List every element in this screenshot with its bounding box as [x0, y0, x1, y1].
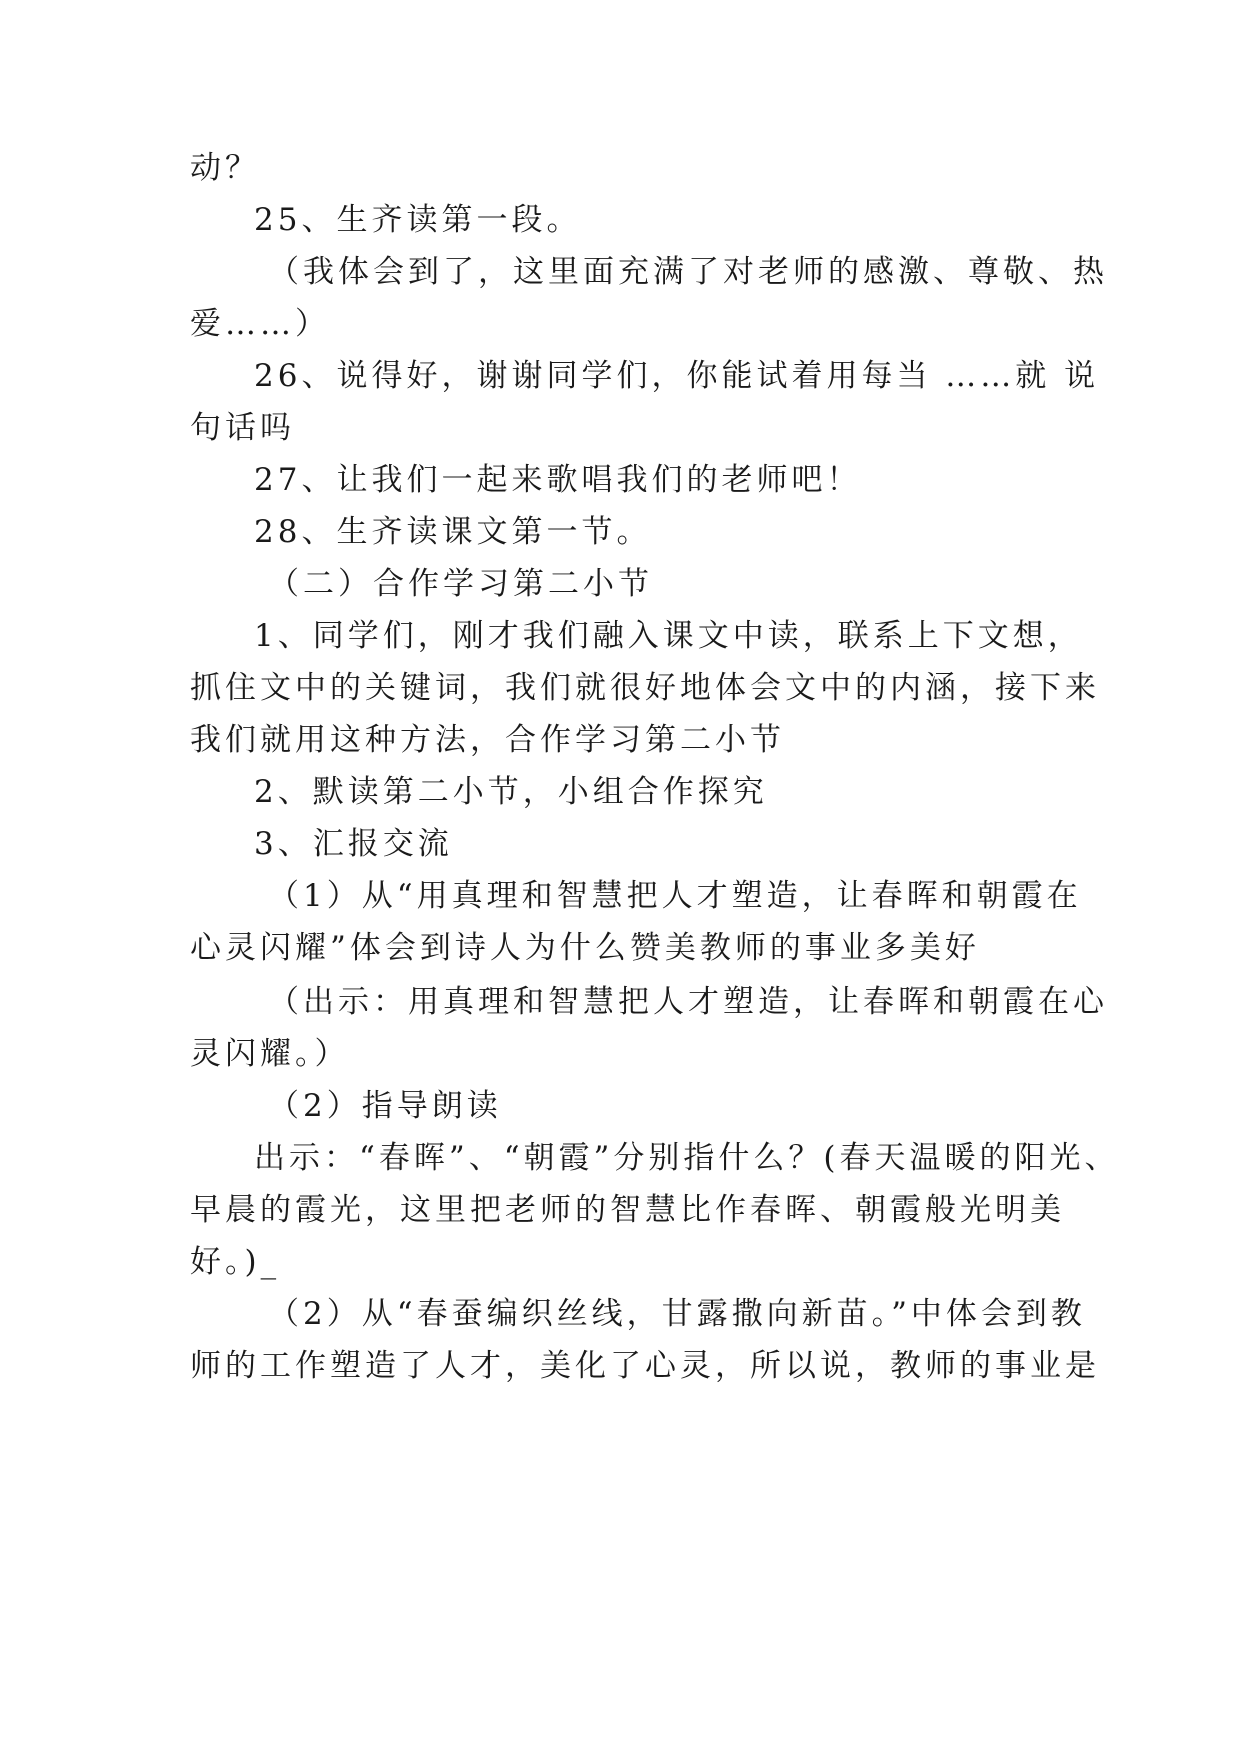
text-line: 2、默读第二小节，小组合作探究: [254, 774, 768, 810]
text-line: 好。)_: [190, 1244, 281, 1280]
text-line: （我体会到了，这里面充满了对老师的感激、尊敬、热: [268, 254, 1108, 290]
text-line: 师的工作塑造了人才，美化了心灵，所以说，教师的事业是: [190, 1348, 1100, 1384]
text-line: 爱……）: [190, 306, 330, 342]
text-line: 1、同学们，刚才我们融入课文中读，联系上下文想，: [254, 618, 1083, 654]
text-line: 灵闪耀。）: [190, 1036, 350, 1072]
text-line: 心灵闪耀”体会到诗人为什么赞美教师的事业多美好: [190, 930, 980, 966]
section-heading: （二）合作学习第二小节: [268, 566, 653, 602]
text-line: （2）指导朗读: [268, 1088, 502, 1124]
text-line: 28、生齐读课文第一节。: [254, 514, 652, 550]
text-line: 我们就用这种方法，合作学习第二小节: [190, 722, 785, 758]
text-line: 抓住文中的关键词，我们就很好地体会文中的内涵，接下来: [190, 670, 1100, 706]
text-line: （1）从“用真理和智慧把人才塑造，让春晖和朝霞在: [268, 878, 1082, 914]
text-line: 27、让我们一起来歌唱我们的老师吧！: [254, 462, 862, 498]
text-line: （出示：用真理和智慧把人才塑造，让春晖和朝霞在心: [268, 984, 1108, 1020]
text-line: 25、生齐读第一段。: [254, 202, 582, 238]
text-line: 26、说得好，谢谢同学们，你能试着用每当 ……就 说: [254, 358, 1100, 394]
text-line: （2）从“春蚕编织丝线，甘露撒向新苗。”中体会到教: [268, 1296, 1086, 1332]
text-line: 动？: [190, 150, 260, 186]
text-line: 3、汇报交流: [254, 826, 453, 862]
text-line: 出示：“春晖”、“朝霞”分别指什么？(春天温暖的阳光、: [254, 1140, 1120, 1176]
text-line: 早晨的霞光，这里把老师的智慧比作春晖、朝霞般光明美: [190, 1192, 1065, 1228]
text-line: 句话吗: [190, 410, 295, 446]
